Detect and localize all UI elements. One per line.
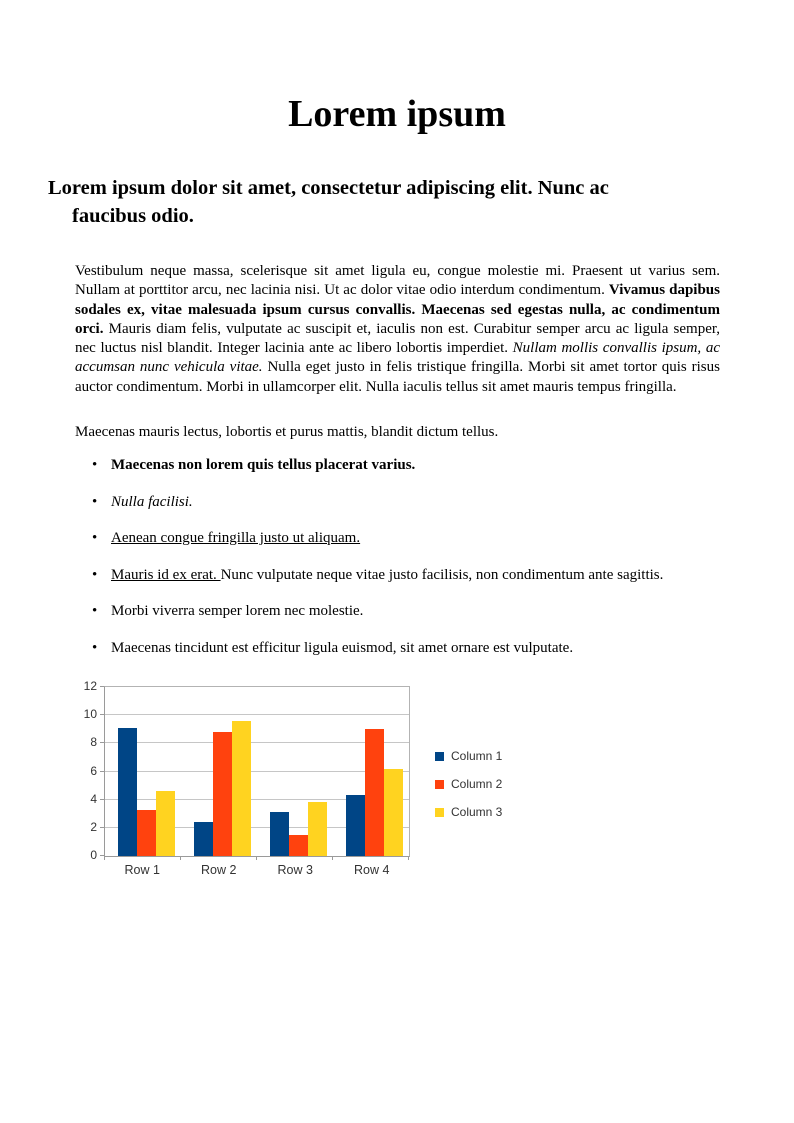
bar-column-1-row-4 bbox=[346, 795, 365, 856]
x-axis-tick bbox=[180, 856, 181, 860]
bullet-icon: • bbox=[92, 639, 98, 656]
list-item-text: Nunc vulputate neque vitae justo facilisis, non condimentum ante sagittis. bbox=[220, 566, 664, 583]
y-axis-tick bbox=[100, 799, 104, 800]
document-title: Lorem ipsum bbox=[288, 93, 506, 135]
list-item bbox=[75, 529, 720, 548]
x-axis-tick bbox=[332, 856, 333, 860]
bar-column-2-row-4 bbox=[365, 729, 384, 856]
bullet-icon: • bbox=[92, 566, 98, 583]
bar-column-2-row-3 bbox=[289, 835, 308, 856]
x-axis-label-row-4: Row 4 bbox=[354, 863, 390, 877]
y-axis-tick bbox=[100, 827, 104, 828]
list-item bbox=[75, 493, 720, 512]
heading-line-1: Lorem ipsum dolor sit amet, consectetur adipiscing elit. Nunc ac bbox=[48, 177, 609, 199]
x-axis-tick bbox=[104, 856, 105, 860]
y-axis-label-10: 10 bbox=[83, 707, 97, 722]
bar-column-3-row-4 bbox=[384, 769, 403, 856]
y-axis-label-12: 12 bbox=[83, 679, 97, 693]
x-axis-tick bbox=[408, 856, 409, 860]
y-axis-tick bbox=[100, 742, 104, 743]
x-axis-tick bbox=[256, 856, 257, 860]
bar-column-3-row-1 bbox=[156, 791, 175, 856]
y-axis-tick bbox=[100, 714, 104, 715]
bar-column-3-row-2 bbox=[232, 721, 251, 856]
bullet-list bbox=[75, 456, 720, 675]
legend-label-column-1: Column 1 bbox=[451, 749, 503, 763]
bar-column-1-row-2 bbox=[194, 822, 213, 856]
y-axis-label-8: 8 bbox=[90, 735, 97, 750]
legend-swatch-column-1 bbox=[435, 752, 444, 761]
legend-item-column-3 bbox=[435, 798, 502, 826]
bar-column-1-row-3 bbox=[270, 812, 289, 856]
bullet-icon: • bbox=[92, 493, 98, 510]
paragraph-run: Mauris diam felis, vulputate ac suscipit et, iaculis non est. Curabitur semper arcu ac ligula semper, nec luctus nisl blandit. Integer lacinia ante ac libero lobortis imperdiet. bbox=[75, 320, 720, 357]
x-axis-label-row-1: Row 1 bbox=[124, 863, 160, 877]
bullet-icon: • bbox=[92, 457, 98, 473]
gridline-6 bbox=[105, 771, 409, 772]
list-item-text: Aenean congue fringilla justo ut aliquam. bbox=[111, 530, 361, 546]
list-item-text: Maecenas non lorem quis tellus placerat varius. bbox=[111, 457, 416, 473]
bar-column-2-row-1 bbox=[137, 810, 156, 856]
legend-item-column-2 bbox=[435, 770, 502, 798]
list-item-text: Morbi viverra semper lorem nec molestie. bbox=[111, 603, 364, 619]
list-item bbox=[75, 602, 720, 621]
legend-item-column-1 bbox=[435, 742, 502, 770]
bar-column-2-row-2 bbox=[213, 732, 232, 856]
bullet-icon: • bbox=[92, 603, 98, 619]
list-item bbox=[75, 566, 720, 585]
paragraph-run: Vestibulum neque massa, scelerisque sit amet ligula eu, congue molestie mi. Praesent ut varius sem. Nullam at porttitor arcu, nec lacinia nisi. Ut ac dolor vitae odio interdum condimentum. bbox=[75, 263, 720, 299]
paragraph-run-italic: Nullam mollis convallis ipsum, ac accumsan nunc vehicula vitae. bbox=[75, 340, 720, 376]
y-axis-tick bbox=[100, 686, 104, 687]
paragraph-run-bold: Vivamus dapibus sodales ex, vitae malesuada ipsum cursus convallis. Maecenas sed egestas nulla, ac condimentum orci. bbox=[75, 282, 720, 337]
chart bbox=[75, 678, 535, 893]
body-paragraph bbox=[75, 262, 720, 397]
gridline-8 bbox=[105, 742, 409, 743]
x-axis-labels bbox=[104, 863, 410, 877]
y-axis-label-0: 0 bbox=[90, 848, 97, 862]
chart-legend bbox=[435, 742, 502, 826]
bar-column-1-row-1 bbox=[118, 728, 137, 856]
list-item-text: Nulla facilisi. bbox=[111, 493, 193, 510]
intro-paragraph: Maecenas mauris lectus, lobortis et purus mattis, blandit dictum tellus. bbox=[75, 424, 499, 440]
y-axis-tick bbox=[100, 771, 104, 772]
list-item-text: Maecenas tincidunt est efficitur ligula euismod, sit amet ornare est vulputate. bbox=[111, 639, 574, 656]
list-item-text: Mauris id ex erat. bbox=[111, 566, 221, 583]
y-axis-label-6: 6 bbox=[90, 763, 97, 778]
gridline-10 bbox=[105, 714, 409, 715]
section-heading bbox=[48, 174, 728, 230]
x-axis-label-row-2: Row 2 bbox=[201, 863, 237, 877]
legend-swatch-column-2 bbox=[435, 780, 444, 789]
paragraph-run: Nulla eget justo in felis tristique fringilla. Morbi sit amet tortor quis risus auctor condimentum. Morbi in ullamcorper elit. Nulla iaculis tellus sit amet mauris tempus fringilla. bbox=[75, 359, 720, 395]
list-item bbox=[75, 456, 720, 475]
bullet-icon: • bbox=[92, 530, 98, 546]
legend-label-column-2: Column 2 bbox=[451, 777, 503, 791]
x-axis-label-row-3: Row 3 bbox=[277, 863, 313, 877]
legend-swatch-column-3 bbox=[435, 808, 444, 817]
chart-plot bbox=[104, 686, 410, 857]
y-axis-label-2: 2 bbox=[90, 819, 97, 834]
y-axis-label-4: 4 bbox=[90, 791, 97, 806]
legend-label-column-3: Column 3 bbox=[451, 805, 503, 819]
heading-line-2: faucibus odio. bbox=[72, 205, 194, 227]
bar-column-3-row-3 bbox=[308, 802, 327, 856]
list-item bbox=[75, 639, 720, 658]
